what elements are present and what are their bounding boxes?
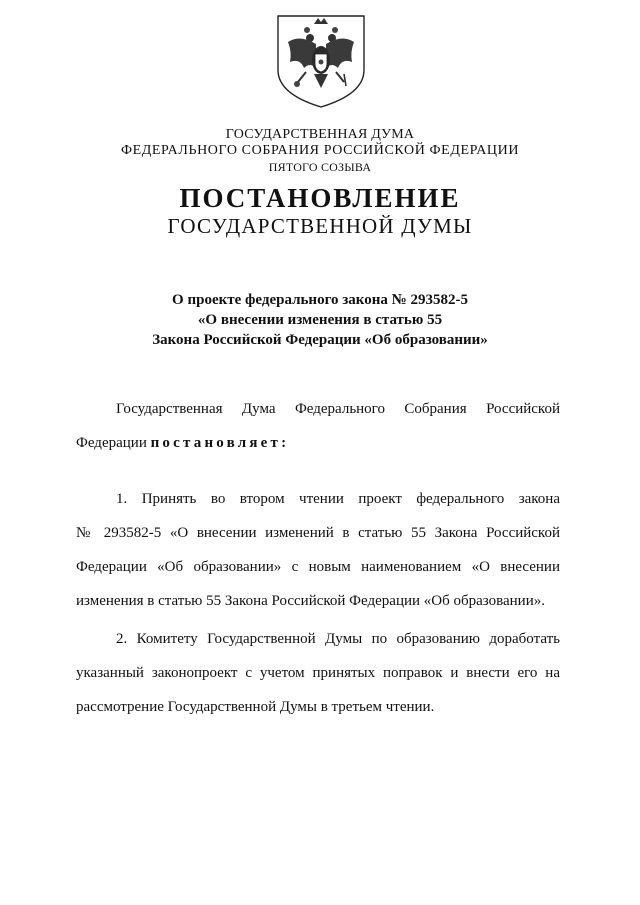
organization-line-3: ПЯТОГО СОЗЫВА <box>268 160 372 174</box>
item-1-line-4: изменения в статью 55 Закона Российской Федерации «Об образовании». <box>76 593 545 609</box>
caption-line-2: «О внесении изменения в статью 55 <box>197 312 443 328</box>
coat-of-arms-icon <box>274 12 368 110</box>
item-2-line-3: рассмотрение Государственной Думы в третьем чтении. <box>76 699 435 715</box>
item-1-line-3: Федерации «Об образовании» с новым наименованием «О внесении <box>76 559 560 575</box>
document-subtitle: ГОСУДАРСТВЕННОЙ ДУМЫ <box>167 214 473 238</box>
intro-line-2 <box>76 426 560 460</box>
intro-paragraph <box>76 392 560 460</box>
item-2-line-1: 2. Комитету Государственной Думы по образованию доработать <box>116 631 560 647</box>
item-1-paragraph <box>76 482 560 618</box>
caption-line-3: Закона Российской Федерации «Об образовании» <box>152 332 488 348</box>
item-1-line-1: 1. Принять во втором чтении проект федерального закона <box>116 491 560 507</box>
organization-line-1: ГОСУДАРСТВЕННАЯ ДУМА <box>225 127 415 142</box>
caption-line-1: О проекте федерального закона № 293582-5 <box>172 292 468 308</box>
intro-line-2-prefix: Федерации <box>76 435 147 451</box>
intro-line-1: Государственная Дума Федерального Собрания Российской <box>116 401 560 417</box>
document-title: ПОСТАНОВЛЕНИЕ <box>179 183 461 213</box>
item-2-line-2: указанный законопроект с учетом принятых поправок и внести его на <box>76 665 560 681</box>
item-1-line-2: № 293582-5 «О внесении изменений в статью 55 Закона Российской <box>76 525 560 541</box>
organization-line-2: ФЕДЕРАЛЬНОГО СОБРАНИЯ РОССИЙСКОЙ ФЕДЕРАЦИИ <box>120 143 520 158</box>
item-2-paragraph <box>76 622 560 724</box>
resolution-verb: постановляет: <box>150 435 290 451</box>
